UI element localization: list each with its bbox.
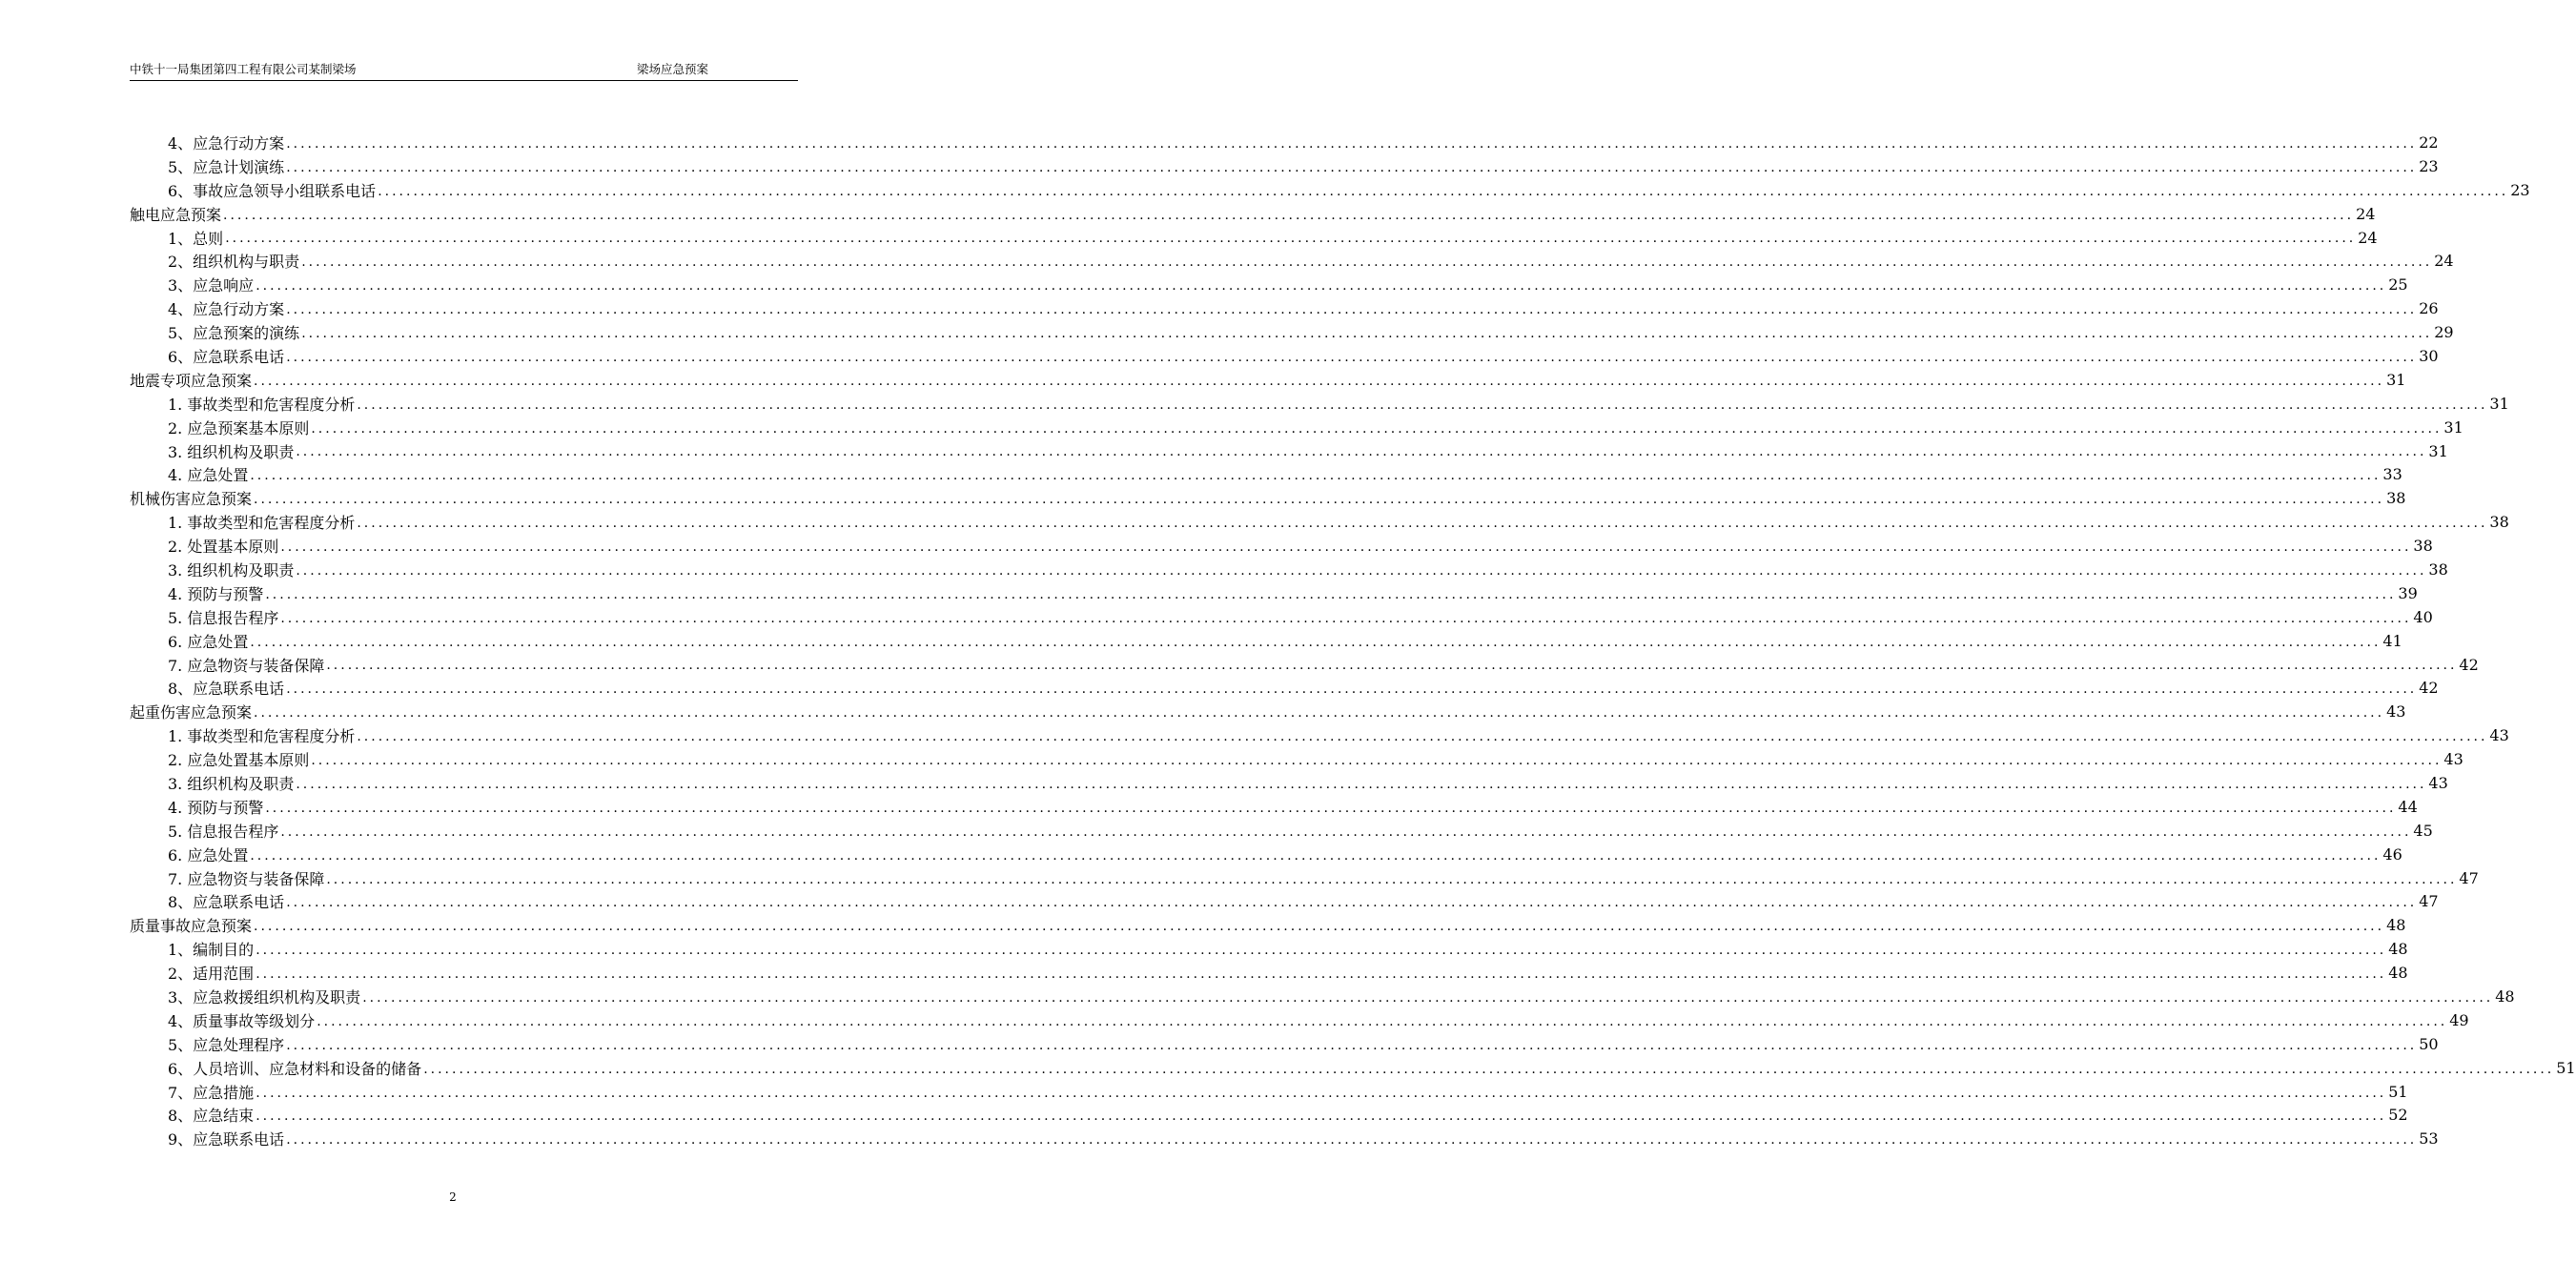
toc-page-number: 39: [2398, 583, 2418, 602]
toc-dot-leader: ............................................................................................................................................................................................................................................................................................................: [280, 539, 2412, 556]
toc-dot-leader: ............................................................................................................................................................................................................................................................................................................: [296, 562, 2427, 579]
toc-subsection-entry[interactable]: [130, 1080, 2408, 1104]
toc-subsection-entry[interactable]: [130, 653, 2479, 677]
toc-subsection-entry[interactable]: [130, 985, 2515, 1008]
toc-page-number: 38: [2428, 559, 2448, 579]
toc-page-number: 47: [2459, 868, 2479, 887]
toc-entry-title: 2. 处置基本原则: [168, 538, 279, 557]
toc-page-number: 31: [2443, 417, 2464, 437]
toc-entry-title: 1、编制目的: [168, 941, 255, 960]
toc-section-entry[interactable]: [130, 486, 2406, 510]
toc-page-number: 23: [2419, 156, 2439, 175]
toc-dot-leader: ............................................................................................................................................................................................................................................................................................................: [250, 634, 2382, 650]
toc-page-number: 23: [2510, 180, 2530, 199]
toc-page-number: 45: [2413, 821, 2433, 840]
toc-dot-leader: ............................................................................................................................................................................................................................................................................................................: [357, 396, 2488, 413]
toc-dot-leader: ............................................................................................................................................................................................................................................................................................................: [357, 516, 2488, 532]
toc-entry-title: 1、总则: [168, 229, 224, 248]
toc-dot-leader: ............................................................................................................................................................................................................................................................................................................: [301, 326, 2433, 342]
toc-page-number: 29: [2434, 323, 2454, 342]
toc-entry-title: 4、质量事故等级划分: [168, 1011, 316, 1030]
toc-subsection-entry[interactable]: [130, 558, 2448, 581]
toc-entry-title: 质量事故应急预案: [130, 917, 253, 936]
toc-entry-title: 起重伤害应急预案: [130, 703, 253, 722]
header-company: 中铁十一局集团第四工程有限公司某制梁场: [130, 62, 357, 76]
toc-dot-leader: ............................................................................................................................................................................................................................................................................................................: [250, 468, 2382, 484]
toc-subsection-entry[interactable]: [130, 961, 2408, 985]
toc-entry-title: 1. 事故类型和危害程度分析: [168, 514, 356, 533]
toc-subsection-entry[interactable]: [130, 249, 2454, 273]
toc-entry-title: 8、应急联系电话: [168, 893, 285, 912]
toc-entry-title: 2. 应急预案基本原则: [168, 418, 310, 437]
toc-subsection-entry[interactable]: [130, 392, 2509, 416]
toc-subsection-entry[interactable]: [130, 154, 2439, 178]
toc-subsection-entry[interactable]: [130, 534, 2433, 558]
toc-entry-title: 2、组织机构与职责: [168, 253, 300, 272]
toc-dot-leader: ............................................................................................................................................................................................................................................................................................................: [254, 919, 2385, 935]
toc-subsection-entry[interactable]: [130, 1104, 2408, 1128]
toc-dot-leader: ............................................................................................................................................................................................................................................................................................................: [256, 943, 2387, 959]
toc-subsection-entry[interactable]: [130, 866, 2479, 890]
toc-page-number: 33: [2382, 465, 2402, 484]
toc-subsection-entry[interactable]: [130, 131, 2439, 154]
toc-dot-leader: ............................................................................................................................................................................................................................................................................................................: [256, 1085, 2387, 1101]
toc-section-entry[interactable]: [130, 700, 2406, 723]
toc-entry-title: 7. 应急物资与装备保障: [168, 869, 325, 888]
toc-page-number: 24: [2358, 228, 2378, 247]
toc-page-number: 38: [2386, 489, 2406, 508]
toc-entry-title: 4. 预防与预警: [168, 798, 264, 817]
toc-section-entry[interactable]: [130, 368, 2406, 392]
toc-dot-leader: ............................................................................................................................................................................................................................................................................................................: [326, 871, 2458, 887]
toc-section-entry[interactable]: [130, 202, 2376, 226]
toc-page-number: 52: [2388, 1106, 2408, 1125]
toc-dot-leader: ............................................................................................................................................................................................................................................................................................................: [357, 729, 2488, 745]
toc-subsection-entry[interactable]: [130, 1056, 2576, 1080]
toc-subsection-entry[interactable]: [130, 439, 2448, 463]
toc-page-number: 38: [2489, 513, 2509, 532]
toc-entry-title: 9、应急联系电话: [168, 1130, 285, 1149]
toc-dot-leader: ............................................................................................................................................................................................................................................................................................................: [286, 349, 2418, 365]
toc-entry-title: 4、应急行动方案: [168, 133, 285, 152]
toc-subsection-entry[interactable]: [130, 819, 2433, 843]
toc-subsection-entry[interactable]: [130, 937, 2408, 961]
toc-page-number: 43: [2489, 726, 2509, 745]
toc-dot-leader: ............................................................................................................................................................................................................................................................................................................: [250, 847, 2382, 864]
toc-entry-title: 1. 事故类型和危害程度分析: [168, 395, 356, 414]
toc-subsection-entry[interactable]: [130, 320, 2454, 344]
toc-page-number: 31: [2489, 394, 2509, 413]
toc-dot-leader: ............................................................................................................................................................................................................................................................................................................: [280, 610, 2412, 626]
toc-dot-leader: ............................................................................................................................................................................................................................................................................................................: [362, 989, 2494, 1006]
toc-subsection-entry[interactable]: [130, 795, 2418, 819]
toc-dot-leader: ............................................................................................................................................................................................................................................................................................................: [296, 776, 2427, 792]
toc-subsection-entry[interactable]: [130, 178, 2530, 202]
toc-page-number: 43: [2386, 702, 2406, 722]
toc-dot-leader: ............................................................................................................................................................................................................................................................................................................: [265, 800, 2397, 816]
toc-entry-title: 机械伤害应急预案: [130, 490, 253, 509]
toc-subsection-entry[interactable]: [130, 416, 2464, 439]
toc-entry-title: 6. 应急处置: [168, 845, 249, 864]
toc-entry-title: 3、应急救援组织机构及职责: [168, 988, 361, 1006]
toc-dot-leader: ............................................................................................................................................................................................................................................................................................................: [254, 373, 2385, 389]
page-header: [130, 59, 798, 81]
toc-entry-title: 4. 应急处置: [168, 466, 249, 485]
toc-page-number: 48: [2388, 964, 2408, 983]
toc-entry-title: 5、应急计划演练: [168, 157, 285, 176]
toc-entry-title: 5、应急预案的演练: [168, 324, 300, 343]
toc-entry-title: 7. 应急物资与装备保障: [168, 656, 325, 675]
toc-subsection-entry[interactable]: [130, 226, 2378, 250]
toc-subsection-entry[interactable]: [130, 605, 2433, 629]
toc-page-number: 24: [2356, 204, 2376, 223]
toc-dot-leader: ............................................................................................................................................................................................................................................................................................................: [286, 681, 2418, 698]
toc-page-number: 31: [2386, 370, 2406, 389]
toc-dot-leader: ............................................................................................................................................................................................................................................................................................................: [311, 753, 2443, 769]
toc-dot-leader: ............................................................................................................................................................................................................................................................................................................: [286, 135, 2418, 152]
toc-dot-leader: ............................................................................................................................................................................................................................................................................................................: [256, 278, 2387, 295]
toc-dot-leader: ............................................................................................................................................................................................................................................................................................................: [317, 1013, 2448, 1029]
toc-subsection-entry[interactable]: [130, 1008, 2469, 1032]
toc-entry-title: 8、应急联系电话: [168, 680, 285, 699]
toc-entry-title: 6、事故应急领导小组联系电话: [168, 181, 377, 200]
toc-entry-title: 7、应急措施: [168, 1083, 255, 1102]
toc-subsection-entry[interactable]: [130, 1032, 2439, 1056]
toc-entry-title: 4. 预防与预警: [168, 584, 264, 603]
toc-page-number: 48: [2386, 916, 2406, 935]
toc-subsection-entry[interactable]: [130, 273, 2408, 296]
toc-page-number: 47: [2419, 892, 2439, 911]
toc-dot-leader: ............................................................................................................................................................................................................................................................................................................: [286, 1037, 2418, 1053]
toc-dot-leader: ............................................................................................................................................................................................................................................................................................................: [286, 302, 2418, 318]
toc-entry-title: 5、应急处理程序: [168, 1035, 285, 1054]
toc-entry-title: 6、人员培训、应急材料和设备的储备: [168, 1059, 422, 1078]
toc-page-number: 53: [2419, 1129, 2439, 1149]
toc-page-number: 48: [2388, 940, 2408, 959]
toc-entry-title: 3. 组织机构及职责: [168, 560, 295, 580]
toc-page-number: 46: [2382, 844, 2402, 864]
toc-page-number: 31: [2428, 441, 2448, 460]
toc-entry-title: 3. 组织机构及职责: [168, 774, 295, 793]
toc-dot-leader: ............................................................................................................................................................................................................................................................................................................: [223, 207, 2355, 223]
toc-page-number: 50: [2419, 1034, 2439, 1053]
toc-dot-leader: ............................................................................................................................................................................................................................................................................................................: [280, 824, 2412, 840]
toc-subsection-entry[interactable]: [130, 890, 2439, 914]
toc-section-entry[interactable]: [130, 913, 2406, 937]
toc-page-number: 26: [2419, 299, 2439, 318]
toc-subsection-entry[interactable]: [130, 629, 2402, 653]
toc-subsection-entry[interactable]: [130, 510, 2509, 534]
toc-page-number: 51: [2556, 1058, 2576, 1077]
toc-entry-title: 5. 信息报告程序: [168, 822, 279, 841]
toc-entry-title: 触电应急预案: [130, 205, 222, 224]
toc-subsection-entry[interactable]: [130, 771, 2448, 795]
toc-subsection-entry[interactable]: [130, 1127, 2439, 1150]
toc-page-number: 43: [2428, 773, 2448, 792]
toc-dot-leader: ............................................................................................................................................................................................................................................................................................................: [311, 420, 2443, 437]
toc-page-number: 41: [2382, 631, 2402, 650]
toc-entry-title: 2、适用范围: [168, 965, 255, 984]
table-of-contents: [130, 131, 2576, 1150]
toc-dot-leader: ............................................................................................................................................................................................................................................................................................................: [301, 254, 2433, 271]
toc-dot-leader: ............................................................................................................................................................................................................................................................................................................: [423, 1061, 2555, 1077]
toc-dot-leader: ............................................................................................................................................................................................................................................................................................................: [326, 658, 2458, 674]
toc-dot-leader: ............................................................................................................................................................................................................................................................................................................: [254, 492, 2385, 508]
toc-page-number: 30: [2419, 346, 2439, 365]
toc-entry-title: 6. 应急处置: [168, 632, 249, 651]
toc-page-number: 24: [2434, 252, 2454, 271]
toc-entry-title: 5. 信息报告程序: [168, 608, 279, 627]
page-number: 2: [449, 1190, 457, 1204]
toc-page-number: 40: [2413, 607, 2433, 626]
toc-dot-leader: ............................................................................................................................................................................................................................................................................................................: [286, 1132, 2418, 1149]
header-doc-title: 梁场应急预案: [637, 62, 709, 76]
toc-dot-leader: ............................................................................................................................................................................................................................................................................................................: [296, 444, 2427, 460]
toc-page-number: 22: [2419, 132, 2439, 152]
toc-subsection-entry[interactable]: [130, 581, 2418, 605]
toc-dot-leader: ............................................................................................................................................................................................................................................................................................................: [254, 705, 2385, 722]
toc-page-number: 48: [2495, 987, 2515, 1006]
toc-dot-leader: ............................................................................................................................................................................................................................................................................................................: [265, 586, 2397, 602]
toc-dot-leader: ............................................................................................................................................................................................................................................................................................................: [256, 1108, 2387, 1125]
toc-page-number: 42: [2459, 655, 2479, 674]
toc-subsection-entry[interactable]: [130, 723, 2509, 747]
toc-entry-title: 4、应急行动方案: [168, 300, 285, 319]
toc-dot-leader: ............................................................................................................................................................................................................................................................................................................: [286, 159, 2418, 175]
toc-entry-title: 8、应急结束: [168, 1107, 255, 1126]
toc-page-number: 44: [2398, 797, 2418, 816]
toc-page-number: 51: [2388, 1082, 2408, 1101]
toc-dot-leader: ............................................................................................................................................................................................................................................................................................................: [378, 183, 2509, 199]
toc-entry-title: 6、应急联系电话: [168, 347, 285, 366]
toc-dot-leader: ............................................................................................................................................................................................................................................................................................................: [286, 895, 2418, 911]
toc-page-number: 42: [2419, 679, 2439, 698]
toc-subsection-entry[interactable]: [130, 344, 2439, 368]
toc-entry-title: 2. 应急处置基本原则: [168, 751, 310, 770]
toc-page-number: 25: [2388, 275, 2408, 295]
toc-page-number: 38: [2413, 537, 2433, 556]
toc-entry-title: 地震专项应急预案: [130, 371, 253, 390]
toc-subsection-entry[interactable]: [130, 462, 2402, 486]
toc-page-number: 49: [2449, 1010, 2469, 1029]
toc-subsection-entry[interactable]: [130, 676, 2439, 700]
toc-entry-title: 3、应急响应: [168, 276, 255, 295]
toc-page-number: 43: [2443, 750, 2464, 769]
toc-subsection-entry[interactable]: [130, 296, 2439, 320]
toc-dot-leader: ............................................................................................................................................................................................................................................................................................................: [256, 966, 2387, 983]
toc-dot-leader: ............................................................................................................................................................................................................................................................................................................: [225, 231, 2357, 247]
toc-subsection-entry[interactable]: [130, 747, 2464, 771]
toc-entry-title: 1. 事故类型和危害程度分析: [168, 727, 356, 746]
toc-subsection-entry[interactable]: [130, 843, 2402, 866]
toc-entry-title: 3. 组织机构及职责: [168, 442, 295, 461]
